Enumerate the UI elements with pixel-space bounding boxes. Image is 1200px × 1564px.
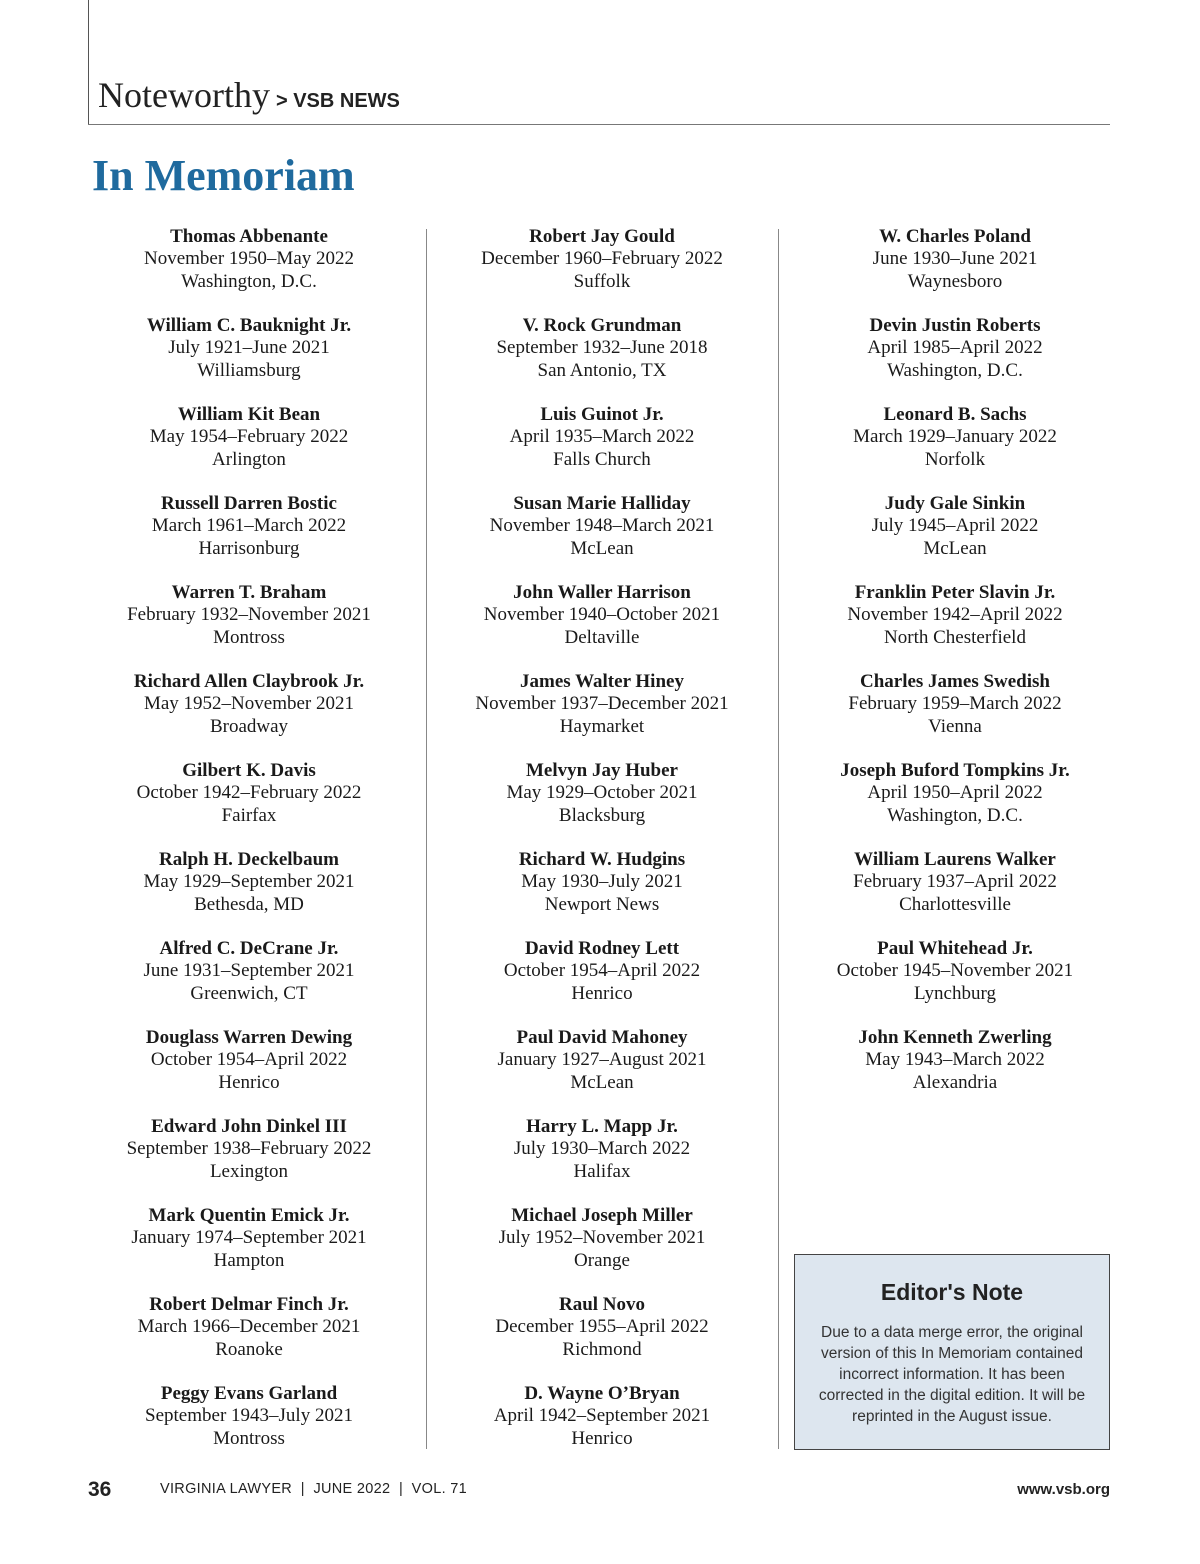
entry-dates: February 1959–March 2022 (848, 693, 1062, 715)
entry-dates: November 1948–March 2021 (489, 515, 715, 537)
entry-name: Edward John Dinkel III (151, 1116, 347, 1137)
entry-dates: May 1943–March 2022 (865, 1049, 1045, 1071)
entry-place: Newport News (544, 893, 660, 915)
memoriam-entry (448, 1383, 756, 1472)
memoriam-entry (800, 404, 1110, 493)
entry-name: Warren T. Braham (171, 582, 327, 603)
entry-dates: July 1921–June 2021 (168, 337, 330, 359)
memoriam-entry (96, 1027, 402, 1116)
entry-dates: October 1945–November 2021 (836, 960, 1074, 982)
entry-dates: February 1932–November 2021 (127, 604, 371, 626)
editors-note-body: Due to a data merge error, the original version of this In Memoriam contained incorrect information. It has been corrected in the digital edition. It will be reprinted in the August issue. (818, 1324, 1086, 1425)
entry-name: Charles James Swedish (859, 671, 1050, 692)
entry-place: Vienna (928, 715, 982, 737)
memoriam-entry (800, 582, 1110, 671)
entry-name: Mark Quentin Emick Jr. (148, 1205, 350, 1226)
entry-name: Gilbert K. Davis (182, 760, 316, 781)
entry-name: John Waller Harrison (513, 582, 691, 603)
memoriam-column-3 (800, 226, 1110, 1116)
memoriam-entry (448, 404, 756, 493)
entry-place: Harrisonburg (198, 537, 300, 559)
memoriam-entry (448, 1027, 756, 1116)
memoriam-entry (96, 1383, 402, 1472)
entry-name: Leonard B. Sachs (883, 404, 1027, 425)
entry-place: Norfolk (924, 448, 986, 470)
memoriam-entry (96, 582, 402, 671)
subsection-name: > VSB NEWS (275, 90, 400, 112)
memoriam-entry (800, 849, 1110, 938)
memoriam-entry (96, 1205, 402, 1294)
entry-place: McLean (570, 537, 634, 559)
entry-name: Raul Novo (558, 1294, 646, 1315)
entry-name: Paul Whitehead Jr. (877, 938, 1033, 959)
entry-place: Arlington (212, 448, 286, 470)
entry-name: Peggy Evans Garland (160, 1383, 338, 1404)
entry-dates: March 1966–December 2021 (137, 1316, 361, 1338)
publication-info: VIRGINIA LAWYER | JUNE 2022 | VOL. 71 (160, 1481, 467, 1497)
entry-dates: April 1942–September 2021 (493, 1405, 711, 1427)
entry-dates: December 1955–April 2022 (495, 1316, 709, 1338)
entry-name: Robert Jay Gould (529, 226, 675, 247)
entry-place: McLean (923, 537, 987, 559)
entry-name: Luis Guinot Jr. (540, 404, 664, 425)
entry-name: Douglass Warren Dewing (145, 1027, 353, 1048)
page-number: 36 (88, 1478, 112, 1501)
entry-name: Harry L. Mapp Jr. (526, 1116, 678, 1137)
entry-name: Susan Marie Halliday (513, 493, 691, 514)
memoriam-entry (448, 849, 756, 938)
website-link[interactable]: www.vsb.org (1017, 1481, 1110, 1498)
memoriam-entry (800, 226, 1110, 315)
column-divider (426, 229, 427, 1449)
entry-dates: September 1932–June 2018 (496, 337, 708, 359)
memoriam-entry (800, 938, 1110, 1027)
entry-dates: October 1954–April 2022 (150, 1049, 348, 1071)
entry-place: San Antonio, TX (537, 359, 667, 381)
entry-name: Russell Darren Bostic (161, 493, 337, 514)
entry-name: Melvyn Jay Huber (526, 760, 678, 781)
entry-name: William Kit Bean (177, 404, 321, 425)
memoriam-entry (448, 1116, 756, 1205)
memoriam-entry (800, 1027, 1110, 1116)
entry-place: Henrico (218, 1071, 280, 1093)
entry-name: John Kenneth Zwerling (858, 1027, 1052, 1048)
entry-dates: April 1935–March 2022 (509, 426, 695, 448)
entry-dates: November 1937–December 2021 (475, 693, 729, 715)
entry-name: David Rodney Lett (524, 938, 680, 959)
entry-name: Franklin Peter Slavin Jr. (854, 582, 1056, 603)
entry-place: Greenwich, CT (190, 982, 308, 1004)
memoriam-entry (96, 1294, 402, 1383)
memoriam-entry (96, 1116, 402, 1205)
entry-place: Orange (574, 1249, 630, 1271)
entry-place: Washington, D.C. (887, 359, 1023, 381)
entry-dates: October 1954–April 2022 (503, 960, 701, 982)
memoriam-entry (448, 582, 756, 671)
entry-place: Haymarket (559, 715, 645, 737)
memoriam-entry (448, 226, 756, 315)
memoriam-entry (800, 493, 1110, 582)
memoriam-entry (96, 226, 402, 315)
entry-place: Henrico (571, 982, 633, 1004)
entry-dates: May 1952–November 2021 (143, 693, 355, 715)
entry-place: Alexandria (912, 1071, 998, 1093)
entry-place: Falls Church (553, 448, 651, 470)
entry-name: Joseph Buford Tompkins Jr. (840, 760, 1070, 781)
running-header (98, 74, 400, 116)
memoriam-entry (448, 315, 756, 404)
memoriam-entry (96, 849, 402, 938)
entry-place: North Chesterfield (884, 626, 1026, 648)
memoriam-column-2 (448, 226, 756, 1472)
editors-note-box (794, 1254, 1110, 1450)
entry-dates: January 1974–September 2021 (131, 1227, 367, 1249)
entry-dates: June 1931–September 2021 (143, 960, 355, 982)
entry-dates: May 1929–September 2021 (143, 871, 355, 893)
entry-place: Hampton (213, 1249, 285, 1271)
memoriam-entry (448, 1294, 756, 1383)
header-rule (88, 124, 1110, 125)
entry-place: Williamsburg (197, 359, 301, 381)
entry-dates: April 1985–April 2022 (867, 337, 1043, 359)
entry-place: Washington, D.C. (887, 804, 1023, 826)
entry-dates: May 1954–February 2022 (149, 426, 349, 448)
entry-name: William C. Bauknight Jr. (146, 315, 352, 336)
memoriam-entry (96, 493, 402, 582)
entry-name: William Laurens Walker (854, 849, 1056, 870)
memoriam-entry (96, 315, 402, 404)
entry-name: Judy Gale Sinkin (884, 493, 1026, 514)
entry-dates: May 1930–July 2021 (521, 871, 683, 893)
entry-name: V. Rock Grundman (522, 315, 682, 336)
entry-name: Devin Justin Roberts (869, 315, 1041, 336)
entry-place: Washington, D.C. (181, 270, 317, 292)
memoriam-entry (448, 760, 756, 849)
entry-dates: March 1929–January 2022 (853, 426, 1057, 448)
entry-place: Roanoke (215, 1338, 283, 1360)
entry-place: Henrico (571, 1427, 633, 1449)
entry-name: James Walter Hiney (520, 671, 684, 692)
entry-name: Michael Joseph Miller (511, 1205, 693, 1226)
entry-place: Richmond (562, 1338, 642, 1360)
editors-note-title: Editor's Note (880, 1279, 1024, 1305)
memoriam-entry (448, 493, 756, 582)
entry-place: Montross (213, 1427, 285, 1449)
entry-dates: September 1938–February 2022 (126, 1138, 372, 1160)
memoriam-entry (96, 671, 402, 760)
memoriam-entry (800, 760, 1110, 849)
entry-place: Lynchburg (914, 982, 996, 1004)
entry-name: Thomas Abbenante (170, 226, 328, 247)
entry-dates: July 1930–March 2022 (513, 1138, 691, 1160)
entry-name: W. Charles Poland (879, 226, 1031, 247)
entry-place: Bethesda, MD (194, 893, 304, 915)
memoriam-entry (96, 938, 402, 1027)
column-divider (778, 229, 779, 1449)
entry-place: Charlottesville (899, 893, 1011, 915)
entry-place: Blacksburg (558, 804, 646, 826)
entry-place: McLean (570, 1071, 634, 1093)
memoriam-column-1 (96, 226, 402, 1472)
entry-dates: May 1929–October 2021 (506, 782, 698, 804)
memoriam-entry (96, 404, 402, 493)
entry-name: Richard Allen Claybrook Jr. (133, 671, 365, 692)
entry-dates: November 1942–April 2022 (847, 604, 1063, 626)
entry-name: Richard W. Hudgins (518, 849, 686, 870)
entry-dates: February 1937–April 2022 (853, 871, 1057, 893)
entry-dates: July 1945–April 2022 (871, 515, 1039, 537)
entry-place: Montross (213, 626, 285, 648)
entry-name: Alfred C. DeCrane Jr. (159, 938, 339, 959)
entry-dates: December 1960–February 2022 (481, 248, 723, 270)
memoriam-entry (448, 1205, 756, 1294)
memoriam-entry (448, 938, 756, 1027)
entry-dates: March 1961–March 2022 (151, 515, 347, 537)
entry-name: Ralph H. Deckelbaum (159, 849, 339, 870)
entry-dates: September 1943–July 2021 (145, 1405, 353, 1427)
entry-place: Lexington (209, 1160, 289, 1182)
entry-dates: November 1950–May 2022 (143, 248, 355, 270)
entry-place: Deltaville (564, 626, 640, 648)
memoriam-entry (448, 671, 756, 760)
entry-name: Robert Delmar Finch Jr. (149, 1294, 349, 1315)
entry-dates: October 1942–February 2022 (136, 782, 362, 804)
memoriam-entry (96, 760, 402, 849)
entry-name: D. Wayne O’Bryan (524, 1383, 680, 1404)
entry-dates: January 1927–August 2021 (497, 1049, 707, 1071)
section-name: Noteworthy (98, 75, 270, 115)
memoriam-entry (800, 671, 1110, 760)
entry-name: Paul David Mahoney (516, 1027, 688, 1048)
page-title: In Memoriam (92, 151, 355, 200)
entry-place: Waynesboro (907, 270, 1003, 292)
entry-dates: June 1930–June 2021 (872, 248, 1038, 270)
memoriam-entry (800, 315, 1110, 404)
entry-place: Fairfax (221, 804, 277, 826)
entry-dates: November 1940–October 2021 (483, 604, 721, 626)
header-left-rule (88, 0, 89, 125)
entry-place: Halifax (573, 1160, 631, 1182)
entry-dates: July 1952–November 2021 (498, 1227, 706, 1249)
entry-place: Broadway (209, 715, 289, 737)
entry-dates: April 1950–April 2022 (867, 782, 1043, 804)
entry-place: Suffolk (573, 270, 631, 292)
